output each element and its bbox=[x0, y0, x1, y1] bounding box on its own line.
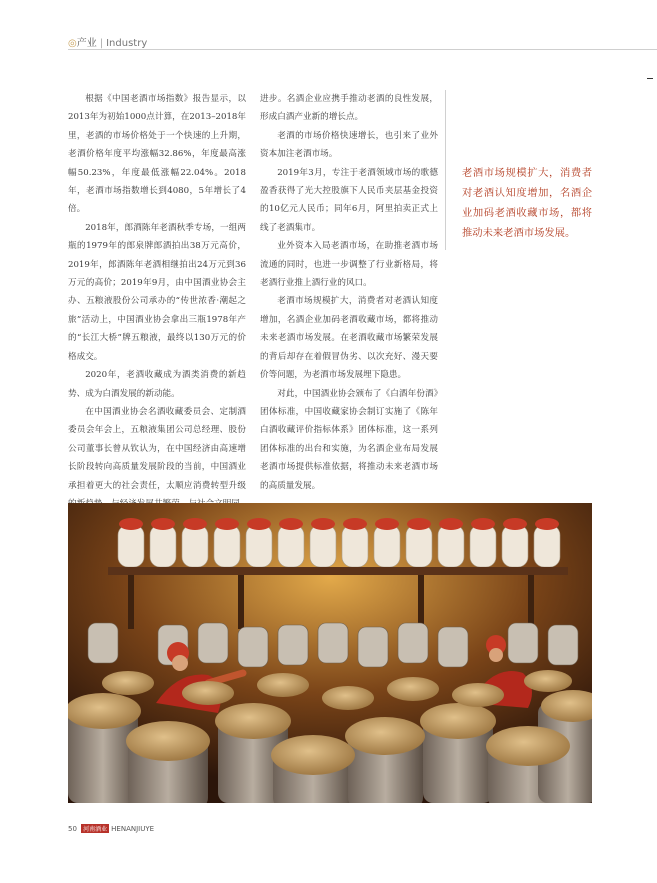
cellar-photo bbox=[68, 503, 592, 803]
paragraph: 老酒市场规模扩大，消费者对老酒认知度增加，名酒企业加码老酒收藏市场，都将推动未来老酒市场发展。在老酒收藏市场繁荣发展的背后却存在着假冒伪劣、以次充好、漫天要价等问题，为老酒市场发展埋下隐患。 bbox=[260, 296, 438, 381]
paragraph: 在中国酒业协会名酒收藏委员会、定制酒委员会年会上，五粮液集团公司总经理、股份公司董事长曾从钦认为，在中国经济由高速增长阶段转向高质量发展阶段的当前，中国酒业承担着更大的社会责任，太顺应消费转型升级 bbox=[68, 406, 246, 491]
section-label: 产业 bbox=[76, 38, 97, 49]
wooden-shelf bbox=[108, 567, 568, 575]
paragraph: 对此，中国酒业协会颁布了《白酒年份酒》团体标准，中国收藏家协会制订实施了《陈年白酒收藏评价指标体系》团体标准，这一系列团体标准的出台和实施，为名酒企业布局发展老酒市场提供标准依据，将推动未来老酒市场的高质量发展。 bbox=[260, 388, 438, 491]
section-label-en: Industry bbox=[106, 38, 148, 49]
header-dot: ◎ bbox=[68, 38, 77, 49]
page-footer bbox=[68, 824, 154, 833]
paragraph: 2019年3月，专注于老酒领域市场的歌德盈香获得了光大控股旗下人民币夹层基金投资的10亿元人民币；同年6月，阿里拍卖正式上线了老酒集市。 bbox=[260, 167, 438, 233]
magazine-name-en: HENANJIUYE bbox=[111, 825, 155, 833]
pull-quote: 老酒市场规模扩大，消费者对老酒认知度增加，名酒企业加码老酒收藏市场，都将推动未来老酒市场发展。 bbox=[462, 167, 592, 239]
page-number: 50 bbox=[68, 825, 77, 833]
margin-tick bbox=[647, 78, 653, 79]
magazine-logo: 河南酒业 bbox=[83, 826, 108, 833]
paragraph: 根据《中国老酒市场指数》报告显示，以2013年为初始1000点计算，在2013–2018年里，老酒的市场价格处于一个快速的上升期，老酒价格年度平均涨幅32.86%，年度最高涨幅50.23%，年度最低涨幅22.04%。2018年，老酒市场指数增长到4080，5年增长了4倍。 bbox=[68, 94, 246, 215]
article-column-left bbox=[68, 90, 246, 513]
paragraph: 老酒的市场价格快速增长，也引来了业外资本加注老酒市场。 bbox=[260, 130, 438, 160]
paragraph: 业外资本入局老酒市场，在助推老酒市场流通的同时，也进一步调整了行业新格局，将老酒行业推上酒行业的风口。 bbox=[260, 241, 438, 289]
header-rule bbox=[68, 49, 657, 50]
paragraph: 2020年，老酒收藏成为酒类消费的新趋势、成为白酒发展的新动能。 bbox=[68, 370, 246, 399]
page-header bbox=[68, 34, 147, 49]
article-column-right bbox=[260, 90, 438, 495]
column-divider bbox=[445, 90, 446, 250]
paragraph: 2018年，郎酒陈年老酒秋季专场，一组两瓶的1979年的郎泉牌郎酒拍出38万元高价，2019年，郎酒陈年老酒相继拍出24万元到36万元的高价；2019年9月，由中国酒业协会主办、五粮液股份公司承办的“传世浓香·潮起之旅”活动上，中国酒业协会拿出三瓶1978年产的“长江大桥”牌五粮液，最终以130万元的价格成交。 bbox=[68, 222, 246, 362]
header-separator: | bbox=[99, 38, 104, 49]
paragraph: 进步。名酒企业应携手推动老酒的良性发展，形成白酒产业新的增长点。 bbox=[260, 94, 438, 123]
